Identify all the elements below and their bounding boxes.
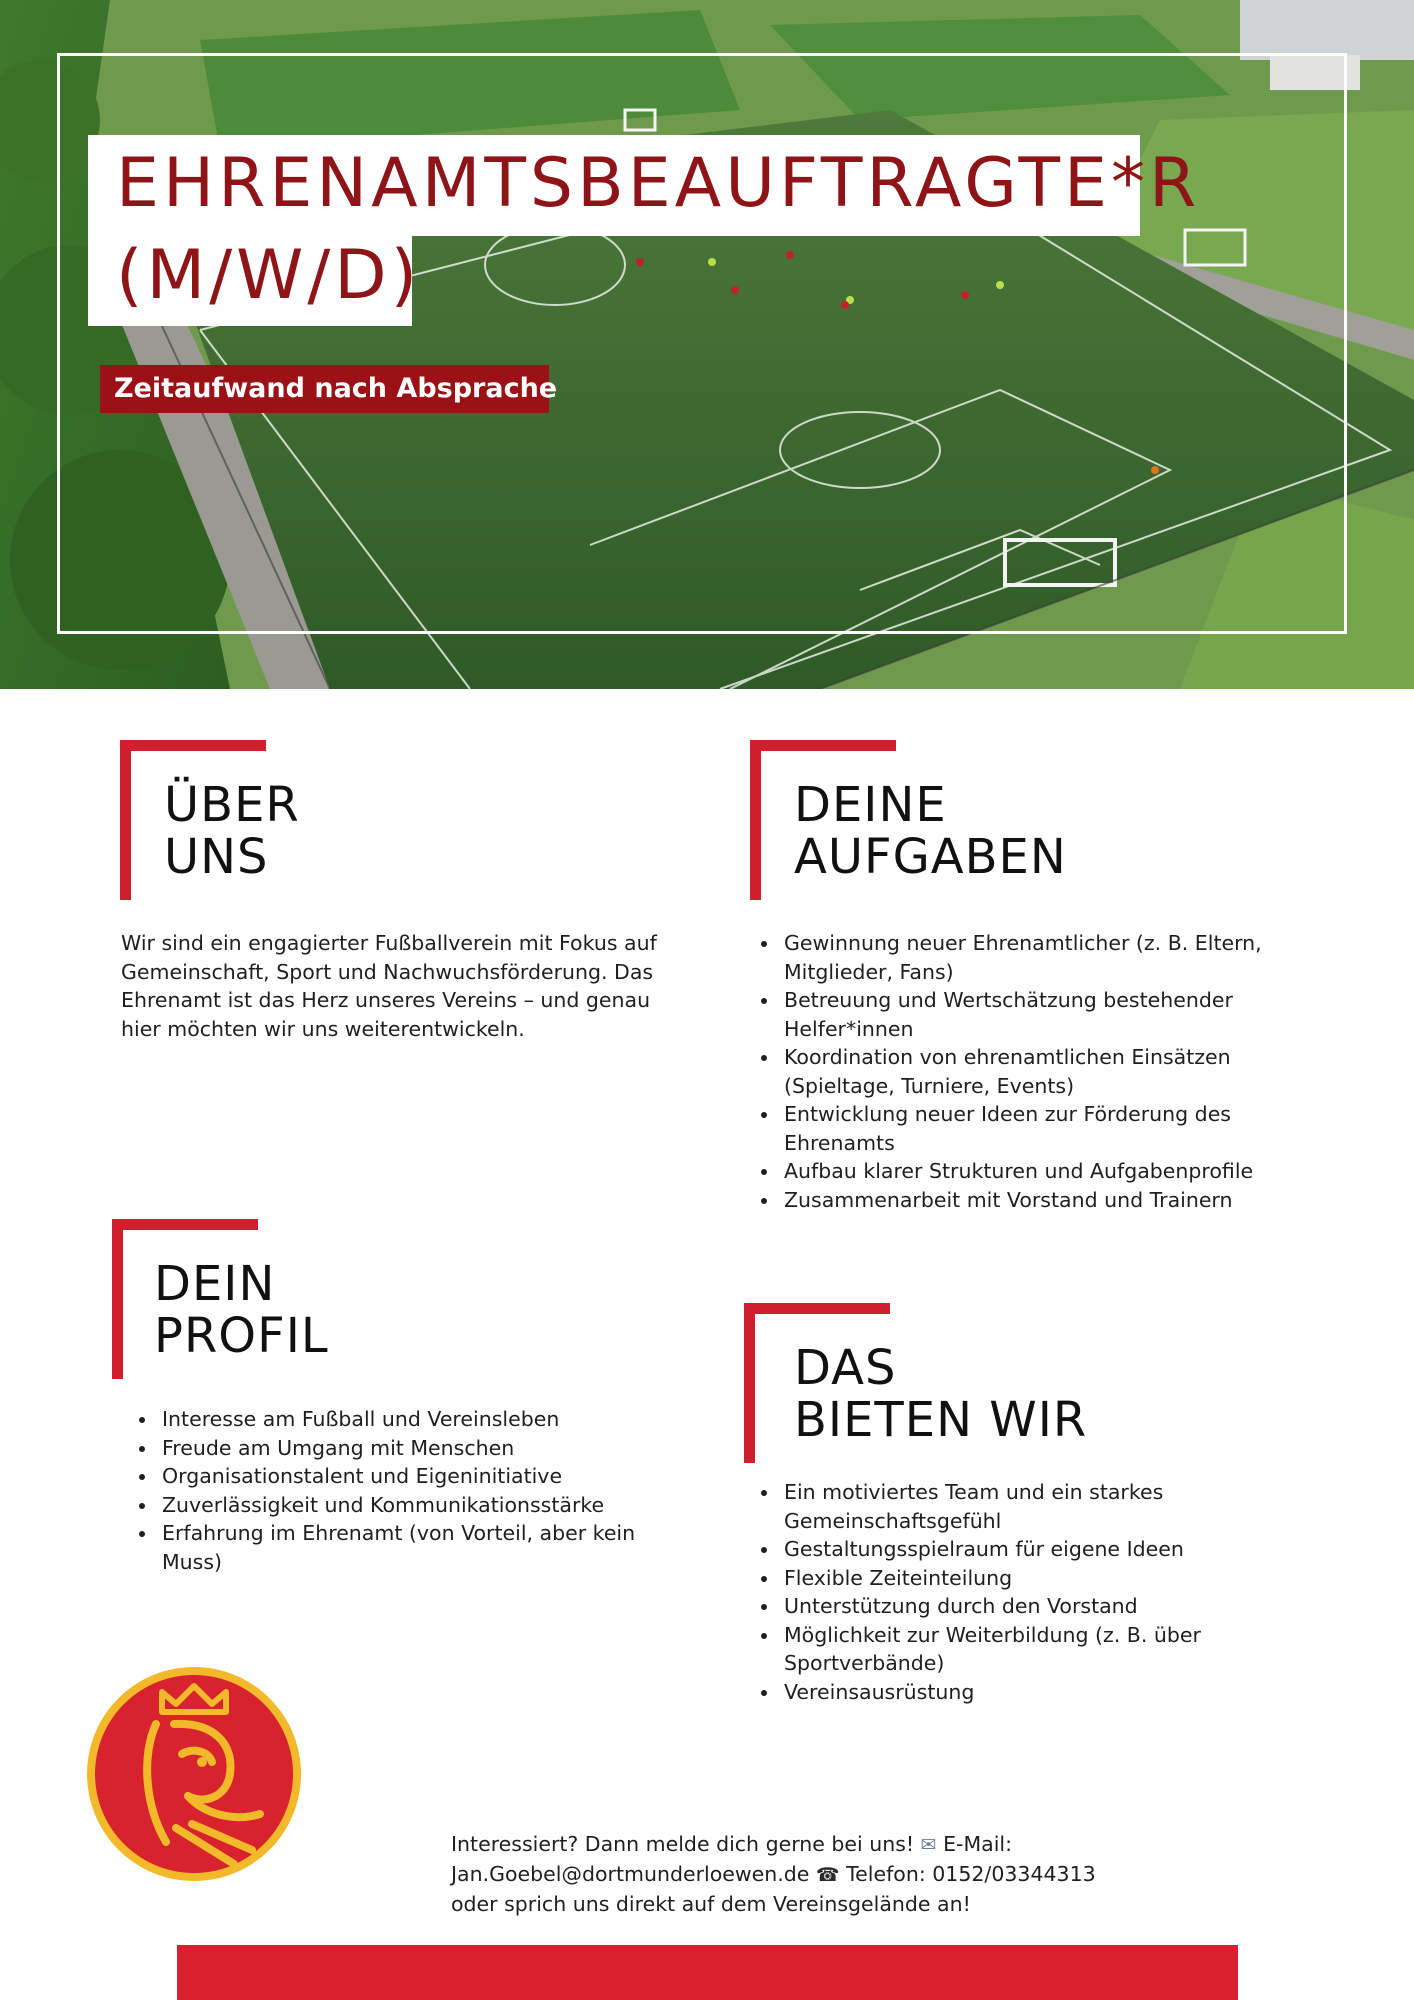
contact-line1 (451, 1830, 1111, 1860)
list-item: Koordination von ehrenamtlichen Einsätzen (Spieltage, Turniere, Events) (758, 1043, 1358, 1100)
section-heading-tasks (750, 740, 1080, 900)
job-title-line1: EHRENAMTSBEAUFTRAGTE*R (116, 144, 1201, 223)
offer-list (758, 1478, 1358, 1706)
list-item: Organisationstalent und Eigeninitiative (136, 1462, 696, 1491)
heading-tasks: DEINE AUFGABEN (794, 777, 1067, 885)
heading-profile: DEIN PROFIL (154, 1256, 329, 1364)
job-title-line2: (M/W/D) (116, 236, 422, 315)
heading-offer: DAS BIETEN WIR (794, 1340, 1088, 1448)
list-item: Interesse am Fußball und Vereinsleben (136, 1405, 696, 1434)
club-logo-lion (84, 1664, 304, 1884)
section-heading-offer (744, 1303, 1088, 1463)
time-badge: Zeitaufwand nach Absprache (100, 365, 549, 413)
profile-list (136, 1405, 696, 1576)
accent-bar-vertical (120, 740, 131, 900)
list-item: Betreuung und Wertschätzung bestehender Helfer*innen (758, 986, 1358, 1043)
phone-number[interactable]: Telefon: 0152/03344313 (846, 1862, 1096, 1886)
envelope-icon: ✉ (920, 1834, 937, 1856)
contact-line3: oder sprich uns direkt auf dem Vereinsgelände an! (451, 1892, 971, 1916)
list-item: Zuverlässigkeit und Kommunikationsstärke (136, 1491, 696, 1520)
contact-line2 (451, 1860, 1111, 1890)
list-item: Vereinsausrüstung (758, 1678, 1358, 1707)
footer-bar (177, 1945, 1238, 2000)
accent-bar-horizontal (750, 740, 896, 751)
list-item: Ein motiviertes Team und ein starkes Gemeinschaftsgefühl (758, 1478, 1358, 1535)
contact-intro: Interessiert? Dann melde dich gerne bei uns! (451, 1832, 915, 1856)
list-item: Entwicklung neuer Ideen zur Förderung des Ehrenamts (758, 1100, 1358, 1157)
contact-info (451, 1830, 1111, 1919)
accent-bar-horizontal (744, 1303, 890, 1314)
email-link[interactable]: Jan.Goebel@dortmunderloewen.de (451, 1862, 810, 1886)
accent-bar-vertical (112, 1219, 123, 1379)
section-heading-profile (112, 1219, 442, 1379)
accent-bar-horizontal (120, 740, 266, 751)
phone-icon: ☎ (815, 1864, 840, 1886)
accent-bar-vertical (750, 740, 761, 900)
heading-about: ÜBER UNS (164, 777, 300, 885)
accent-bar-horizontal (112, 1219, 258, 1230)
list-item: Freude am Umgang mit Menschen (136, 1434, 696, 1463)
list-item: Unterstützung durch den Vorstand (758, 1592, 1358, 1621)
list-item: Aufbau klarer Strukturen und Aufgabenprofile (758, 1157, 1358, 1186)
list-item: Gewinnung neuer Ehrenamtlicher (z. B. Eltern, Mitglieder, Fans) (758, 929, 1358, 986)
section-heading-about (120, 740, 450, 900)
title-box-line2 (88, 236, 422, 326)
hero-banner (0, 0, 1414, 689)
accent-bar-vertical (744, 1303, 755, 1463)
email-label: E-Mail: (943, 1832, 1012, 1856)
about-text: Wir sind ein engagierter Fußballverein mit Fokus auf Gemeinschaft, Sport und Nachwuchsförderung. Das Ehrenamt ist das Herz unseres Vereins – und genau hier möchten wir uns weiterentwickeln. (121, 931, 657, 1041)
list-item: Möglichkeit zur Weiterbildung (z. B. über Sportverbände) (758, 1621, 1358, 1678)
title-box-line1 (88, 135, 1201, 236)
tasks-list (758, 929, 1358, 1214)
list-item: Zusammenarbeit mit Vorstand und Trainern (758, 1186, 1358, 1215)
list-item: Flexible Zeiteinteilung (758, 1564, 1358, 1593)
list-item: Erfahrung im Ehrenamt (von Vorteil, aber kein Muss) (136, 1519, 696, 1576)
list-item: Gestaltungsspielraum für eigene Ideen (758, 1535, 1358, 1564)
